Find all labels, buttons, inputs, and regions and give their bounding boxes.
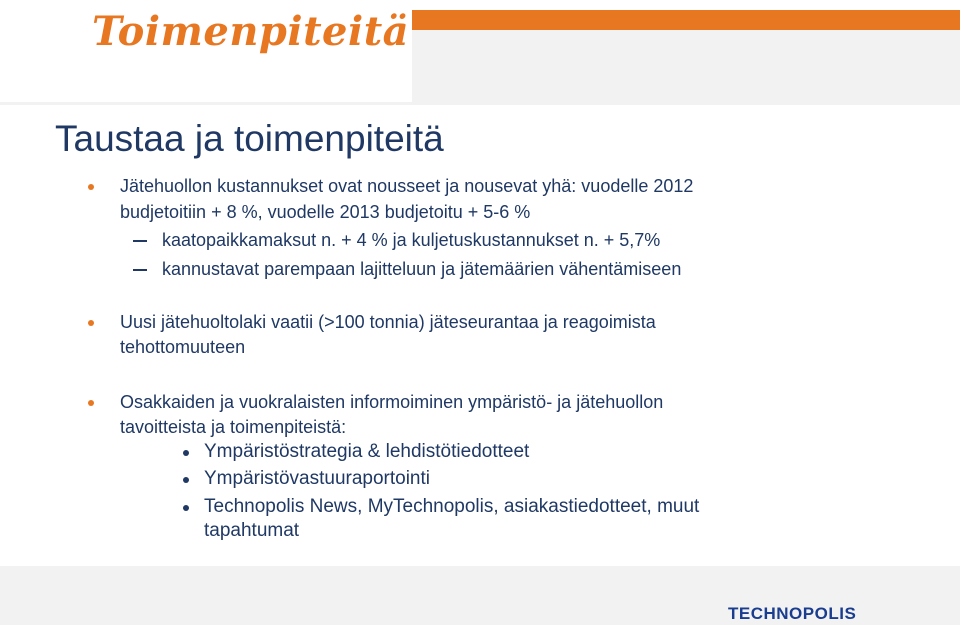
bullet-dot-icon — [88, 320, 94, 326]
bullet1-line2: budjetoitiin + 8 %, vuodelle 2013 budjetoitu + 5-6 % — [120, 202, 531, 222]
bullet-dot-icon — [88, 400, 94, 406]
bullet2-line1: Uusi jätehuoltolaki vaatii (>100 tonnia) jäteseurantaa ja reagoimista — [120, 312, 656, 332]
bullet2-line2: tehottomuuteen — [120, 337, 246, 357]
bullet3-sub1: Ympäristöstrategia & lehdistötiedotteet — [204, 441, 530, 462]
dash-icon — [133, 269, 147, 271]
bullet3-sub3-cont: tapahtumat — [204, 520, 300, 541]
bullet3-sub3: Technopolis News, MyTechnopolis, asiakastiedotteet, muut — [204, 496, 700, 517]
sub-bullet-icon — [183, 450, 189, 456]
sub-bullet-icon — [183, 477, 189, 483]
header-title-box — [0, 0, 412, 102]
bullet-dot-icon — [88, 184, 94, 190]
slide-title: Taustaa ja toimenpiteitä — [55, 118, 444, 159]
dash-icon — [133, 240, 147, 242]
bullet3-sub2: Ympäristövastuuraportointi — [204, 468, 430, 489]
script-title: Toimenpiteitä — [92, 8, 410, 55]
bullet3-line2: tavoitteista ja toimenpiteistä: — [120, 417, 347, 437]
bullet3-line1: Osakkaiden ja vuokralaisten informoiminen ympäristö- ja jätehuollon — [120, 392, 664, 412]
bullet1-sub2: kannustavat parempaan lajitteluun ja jätemäärien vähentämiseen — [162, 259, 682, 279]
bullet1-line1: Jätehuollon kustannukset ovat nousseet ja nousevat yhä: vuodelle 2012 — [120, 176, 694, 196]
technopolis-logo: TECHNOPOLIS — [728, 604, 857, 623]
bullet1-sub1: kaatopaikkamaksut n. + 4 % ja kuljetuskustannukset n. + 5,7% — [162, 230, 661, 250]
sub-bullet-icon — [183, 505, 189, 511]
